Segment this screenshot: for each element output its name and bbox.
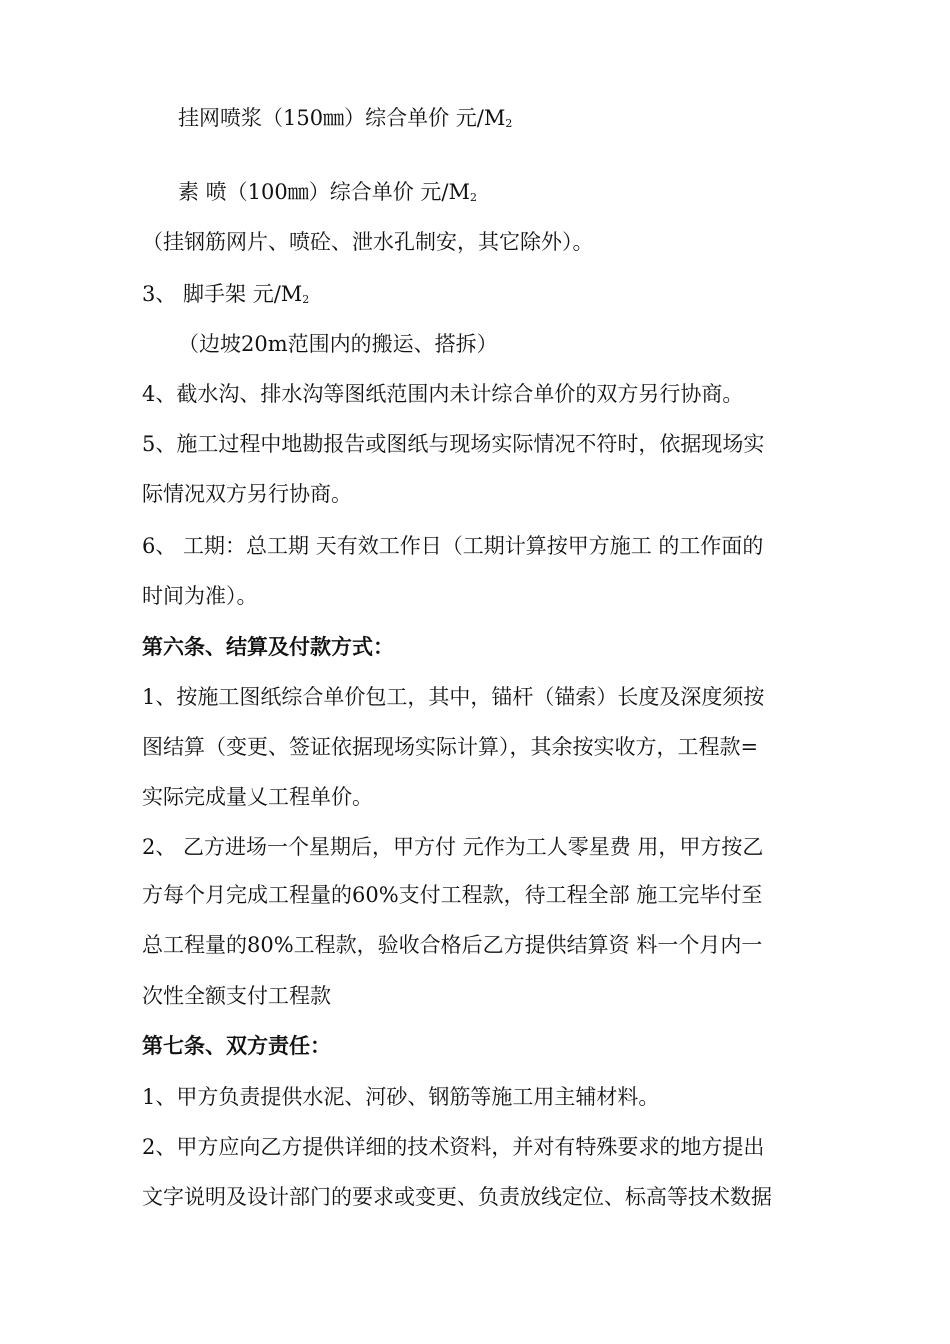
superscript: 2 [302, 293, 310, 306]
text-line: 图结算（变更、签证依据现场实际计算），其余按实收方，工程款= [142, 735, 759, 759]
text-line: （边坡20m范围内的搬运、搭拆） [178, 332, 498, 356]
text-line: 4、截水沟、排水沟等图纸范围内未计综合单价的双方另行协商。 [142, 382, 744, 406]
superscript: 2 [470, 191, 478, 204]
superscript: 2 [505, 117, 513, 130]
text-line: 总工程量的80%工程款，验收合格后乙方提供结算资 料一个月内一 [142, 933, 763, 957]
text-line: （挂钢筋网片、喷砼、泄水孔制安，其它除外）。 [142, 230, 594, 254]
text-line: 方每个月完成工程量的60%支付工程款，待工程全部 施工完毕付至 [142, 883, 763, 907]
text-span: 素 喷（100㎜）综合单价 元/M [178, 180, 471, 204]
text-line: 实际完成量乂工程单价。 [142, 785, 373, 809]
text-line: 文字说明及设计部门的要求或变更、负责放线定位、标高等技术数据 [142, 1185, 772, 1209]
text-line [178, 104, 512, 138]
text-line: 1、甲方负责提供水泥、河砂、钢筋等施工用主辅材料。 [142, 1085, 660, 1109]
text-line: 1、按施工图纸综合单价包工，其中，锚杆（锚索）长度及深度须按 [142, 685, 765, 709]
text-span: 挂网喷浆（150㎜）综合单价 元/M [178, 106, 506, 130]
text-line: 际情况双方另行协商。 [142, 482, 352, 506]
section-heading: 第七条、双方责任： [142, 1033, 331, 1058]
text-line: 5、施工过程中地勘报告或图纸与现场实际情况不符时，依据现场实 [142, 432, 765, 456]
text-line: 6、 工期：总工期 天有效工作日（工期计算按甲方施工 的工作面的 [142, 534, 764, 558]
text-line [178, 178, 477, 212]
text-span: 3、 脚手架 元/M [142, 282, 303, 306]
section-heading: 第六条、结算及付款方式： [142, 634, 394, 659]
text-line: 时间为准）。 [142, 584, 258, 608]
text-line [142, 280, 309, 314]
text-line: 2、 乙方进场一个星期后，甲方付 元作为工人零星费 用，甲方按乙 [142, 835, 764, 859]
text-line: 2、甲方应向乙方提供详细的技术资料，并对有特殊要求的地方提出 [142, 1135, 765, 1159]
text-line: 次性全额支付工程款 [142, 984, 331, 1008]
